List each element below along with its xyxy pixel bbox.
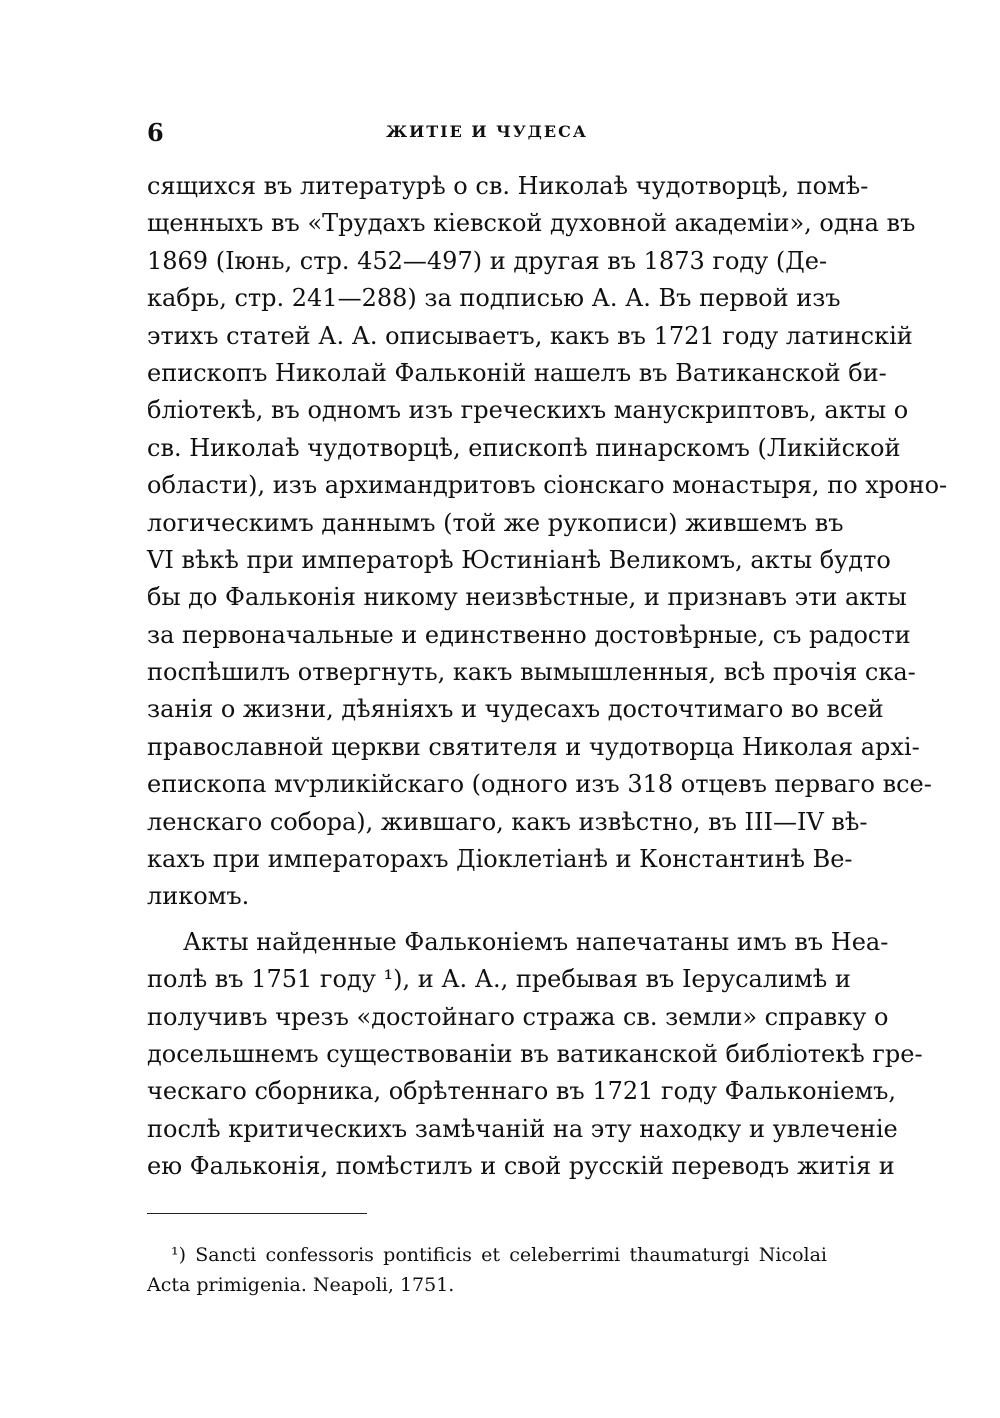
text-line: за первоначальные и единственно достовѣрные, съ радости bbox=[147, 620, 911, 649]
footnote-line: ¹) Sancti confessoris pontificis et celeberrimi thaumaturgi Nicolai bbox=[171, 1244, 827, 1266]
running-title: ЖИТІЕ И ЧУДЕСА bbox=[386, 122, 588, 141]
text-line: ленскаго собора), жившаго, какъ извѣстно, въ III—IV вѣ- bbox=[147, 807, 868, 836]
text-line: ею Фальконія, помѣстилъ и свой русскій переводъ житія и bbox=[147, 1152, 895, 1181]
text-line: ческаго сборника, обрѣтеннаго въ 1721 году Фальконіемъ, bbox=[147, 1077, 897, 1106]
footnote-line: Acta primigenia. Neapoli, 1751. bbox=[147, 1274, 455, 1296]
text-line: досельшнемъ существованіи въ ватиканской библіотекѣ гре- bbox=[147, 1039, 923, 1068]
paragraph-1 bbox=[147, 168, 948, 916]
text-line: логическимъ даннымъ (той же рукописи) жившемъ въ bbox=[147, 508, 844, 537]
text-line: св. Николаѣ чудотворцѣ, епископѣ пинарскомъ (Ликійской bbox=[147, 433, 901, 462]
text-line: Акты найденные Фальконіемъ напечатаны имъ въ Неа- bbox=[183, 927, 889, 956]
text-line: занія о жизни, дѣяніяхъ и чудесахъ досточтимаго во всей bbox=[147, 695, 884, 724]
text-line: щенныхъ въ «Трудахъ кіевской духовной академіи», одна въ bbox=[147, 209, 916, 238]
text-line: полѣ въ 1751 году ¹), и А. А., пребывая въ Іерусалимѣ и bbox=[147, 965, 851, 994]
text-line: VI вѣкѣ при императорѣ Юстиніанѣ Великомъ, акты будто bbox=[147, 545, 891, 574]
text-line: этихъ статей А. А. описываетъ, какъ въ 1721 году латинскій bbox=[147, 321, 913, 350]
paragraph-2 bbox=[147, 924, 923, 1186]
text-line: епископъ Николай Фальконій нашелъ въ Ватиканской би- bbox=[147, 358, 887, 387]
paragraph-gap bbox=[147, 916, 827, 924]
text-line: епископа мѵрликійскаго (одного изъ 318 отцевъ перваго все- bbox=[147, 770, 932, 799]
text-line: сящихся въ литературѣ о св. Николаѣ чудотворцѣ, помѣ- bbox=[147, 172, 869, 200]
text-line: православной церкви святителя и чудотворца Николая архі- bbox=[147, 732, 920, 761]
text-line: бы до Фальконія никому неизвѣстные, и признавъ эти акты bbox=[147, 583, 907, 612]
page-number: 6 bbox=[147, 118, 164, 147]
footnotes bbox=[147, 1240, 827, 1300]
text-line: области), изъ архимандритовъ сіонскаго монастыря, по хроно- bbox=[147, 471, 948, 500]
text-line: получивъ чрезъ «достойнаго стража св. земли» справку о bbox=[147, 1002, 889, 1031]
text-line: бліотекѣ, въ одномъ изъ греческихъ манускриптовъ, акты о bbox=[147, 396, 909, 425]
footnote-divider bbox=[147, 1213, 367, 1214]
page-header bbox=[147, 118, 827, 148]
text-line: кахъ при императорахъ Діоклетіанѣ и Константинѣ Ве- bbox=[147, 845, 853, 874]
text-line: 1869 (Іюнь, стр. 452—497) и другая въ 1873 году (Де- bbox=[147, 246, 828, 275]
text-line: послѣ критическихъ замѣчаній на эту находку и увлеченіе bbox=[147, 1114, 898, 1143]
text-line: кабрь, стр. 241—288) за подписью А. А. Въ первой изъ bbox=[147, 284, 841, 313]
text-line: ликомъ. bbox=[147, 882, 250, 911]
body-text bbox=[147, 168, 948, 1186]
text-line: поспѣшилъ отвергнуть, какъ вымышленныя, всѣ прочія ска- bbox=[147, 658, 916, 687]
